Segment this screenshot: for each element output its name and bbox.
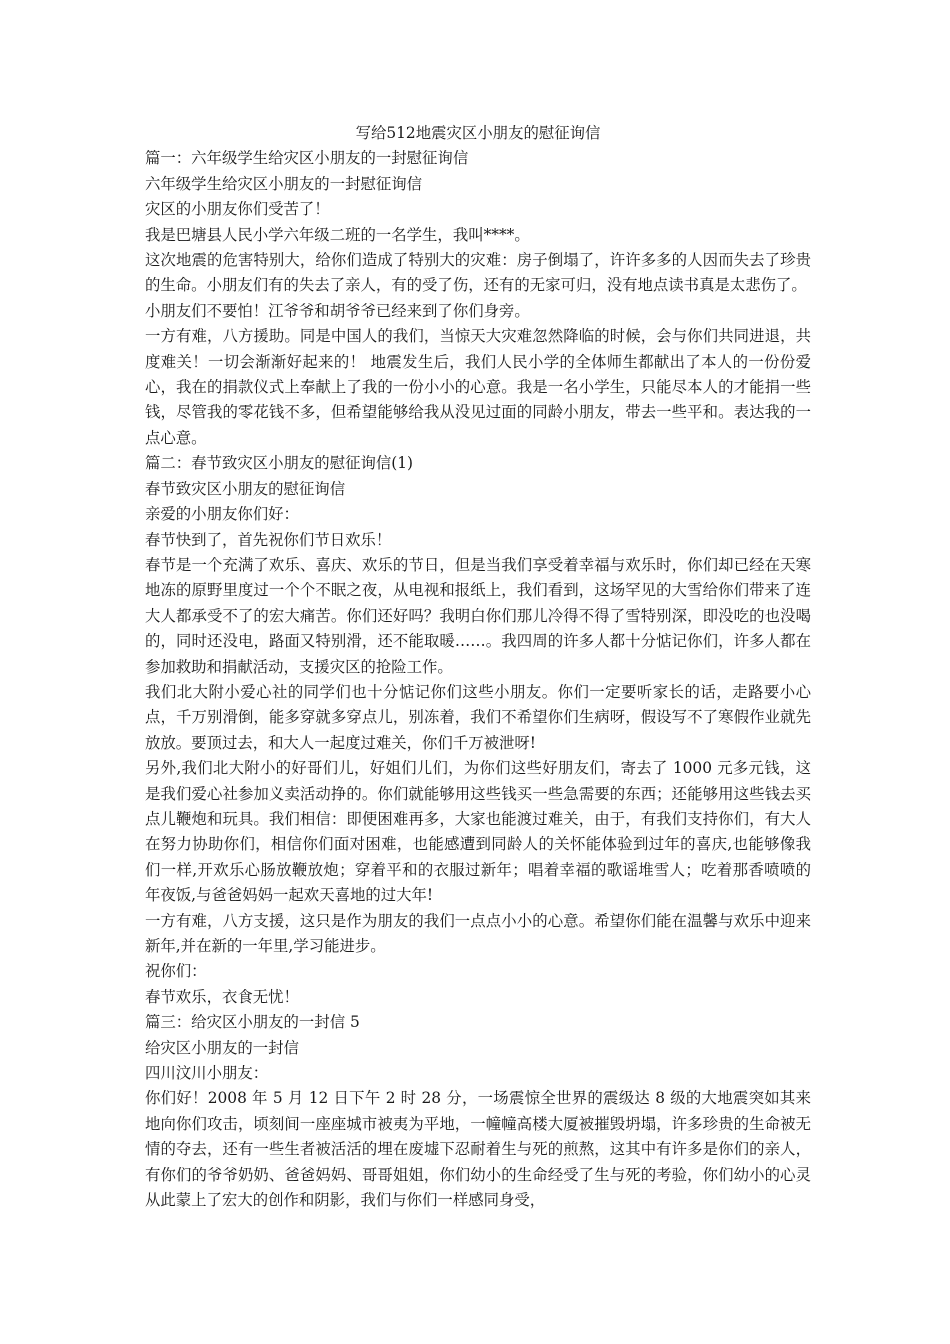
document-title: 写给512地震灾区小朋友的慰征询信 bbox=[355, 124, 601, 142]
paragraph: 你们好！2008 年 5 月 12 日下午 2 时 28 分，一场震惊全世界的震级达 8 级的大地震突如其来地向你们攻击，顷刻间一座座城市被夷为平地，一幢幢高楼大厦被摧毁坍塌，许多珍贵的生命被无情的夺去，还有一些生者被活活的埋在废墟下忍耐着生与死的煎熬，这其中有许多是你们的亲人，有你们的爷爷奶奶、爸爸妈妈、哥哥姐姐，你们幼小的生命经受了生与死的考验，你们幼小的心灵从此蒙上了宏大的创作和阴影，我们与你们一样感同身受， bbox=[145, 1089, 811, 1210]
paragraph: 小朋友们不要怕！江爷爷和胡爷爷已经来到了你们身旁。 bbox=[145, 301, 530, 320]
paragraph: 我是巴塘县人民小学六年级二班的一名学生，我叫****。 bbox=[145, 225, 530, 244]
paragraph: 一方有难，八方支援，这只是作为朋友的我们一点点小小的心意。希望你们能在温馨与欢乐中迎来新年,并在新的一年里,学习能进步。 bbox=[145, 911, 811, 955]
paragraph: 春节欢乐，衣食无忧！ bbox=[145, 987, 299, 1006]
section-heading: 篇三：给灾区小朋友的一封信 5 bbox=[145, 1013, 360, 1032]
paragraph: 一方有难，八方援助。同是中国人的我们，当惊天大灾难忽然降临的时候，会与你们共同进退，共度难关！一切会渐渐好起来的！ 地震发生后，我们人民小学的全体师生都献出了本人的一份份爱心，我在的捐款仪式上奉献上了我的一份小小的心意。我是一名小学生，只能尽本人的才能捐一些钱，尽管我的零花钱不多，但希望能够给我从没见过面的同龄小朋友，带去一些平和。表达我的一点心意。 bbox=[145, 327, 811, 447]
paragraph: 春节快到了，首先祝你们节日欢乐！ bbox=[145, 530, 392, 549]
paragraph: 亲爱的小朋友你们好： bbox=[145, 505, 299, 524]
paragraph: 这次地震的危害特别大，给你们造成了特别大的灾难：房子倒塌了，许许多多的人因而失去了珍贵的生命。小朋友们有的失去了亲人，有的受了伤，还有的无家可归，没有地点读书真是太悲伤了。 bbox=[145, 251, 811, 295]
paragraph: 六年级学生给灾区小朋友的一封慰征询信 bbox=[145, 174, 423, 193]
paragraph: 给灾区小朋友的一封信 bbox=[145, 1038, 299, 1057]
section-heading: 篇二：春节致灾区小朋友的慰征询信(1) bbox=[145, 454, 414, 473]
paragraph: 我们北大附小爱心社的同学们也十分惦记你们这些小朋友。你们一定要听家长的话，走路要小心点，千万别滑倒，能多穿就多穿点儿，别冻着，我们不希望你们生病呀，假设写不了寒假作业就先放放。要顶过去，和大人一起度过难关，你们千万被泄呀! bbox=[145, 682, 811, 752]
paragraph: 篇一：六年级学生给灾区小朋友的一封慰征询信 bbox=[145, 149, 469, 168]
paragraph: 春节致灾区小朋友的慰征询信 bbox=[145, 479, 346, 498]
paragraph: 祝你们： bbox=[145, 962, 207, 981]
paragraph: 春节是一个充满了欢乐、喜庆、欢乐的节日，但是当我们享受着幸福与欢乐时，你们却已经在天寒地冻的原野里度过一个个不眠之夜，从电视和报纸上，我们看到，这场罕见的大雪给你们带来了连大人都承受不了的宏大痛苦。你们还好吗？我明白你们那儿冷得不得了雪特别深，即没吃的也没喝的，同时还没电，路面又特别滑，还不能取暖……。我四周的许多人都十分惦记你们，许多人都在参加救助和捐献活动，支援灾区的抢险工作。 bbox=[145, 555, 811, 676]
paragraph: 四川汶川小朋友： bbox=[145, 1064, 269, 1083]
document-body bbox=[145, 121, 811, 1213]
paragraph: 另外,我们北大附小的好哥们儿，好姐们儿们，为你们这些好朋友们，寄去了 1000 元多元钱，这是我们爱心社参加义卖活动挣的。你们就能够用这些钱买一些急需要的东西；还能够用这些钱去买点儿鞭炮和玩具。我们相信：即便困难再多，大家也能渡过难关，由于，有我们支持你们，有大人在努力协助你们，相信你们面对困难，也能感遭到同龄人的关怀能体验到过年的喜庆,也能够像我们一样,开欢乐心肠放鞭放炮；穿着平和的衣服过新年；唱着幸福的歌谣堆雪人；吃着那香喷喷的年夜饭,与爸爸妈妈一起欢天喜地的过大年! bbox=[145, 759, 811, 905]
paragraph: 灾区的小朋友你们受苦了！ bbox=[145, 200, 330, 219]
